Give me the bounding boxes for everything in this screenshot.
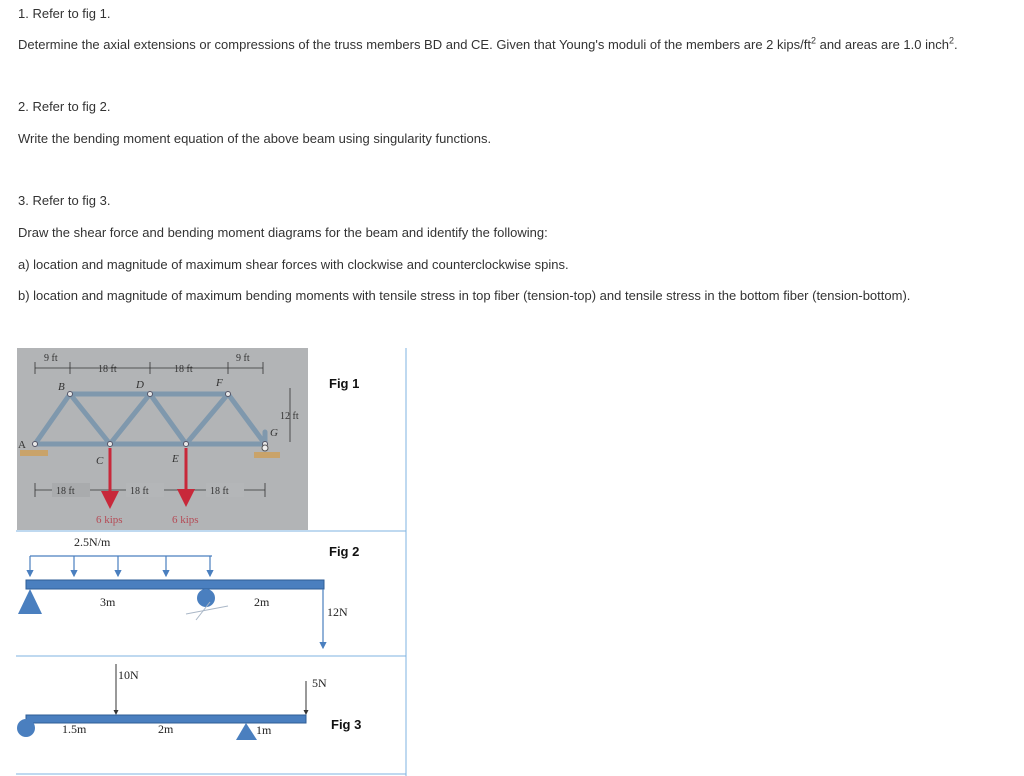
load-label-c: 6 kips xyxy=(96,514,123,526)
span-2m: 2m xyxy=(254,595,270,609)
q2-body: Write the bending moment equation of the above beam using singularity functions. xyxy=(18,131,492,146)
load-label-e: 6 kips xyxy=(172,514,199,526)
fig1-truss xyxy=(17,348,308,530)
dim-top-4: 9 ft xyxy=(236,353,250,364)
q3-body: Draw the shear force and bending moment diagrams for the beam and identify the following: xyxy=(18,225,548,240)
fig2-caption: Fig 2 xyxy=(329,544,360,559)
pin-support-fig3 xyxy=(236,723,257,740)
node-a-label: A xyxy=(18,439,26,451)
dim-bottom-3: 18 ft xyxy=(210,486,229,497)
fig2-beam xyxy=(26,580,324,589)
fig3-beam-diagram xyxy=(17,664,327,740)
dim-top-3: 18 ft xyxy=(174,364,193,375)
fig1-caption: Fig 1 xyxy=(329,376,360,391)
span-1-5m: 1.5m xyxy=(62,722,87,736)
q1-body-a: Determine the axial extensions or compressions of the truss members BD and CE. Given that Young's moduli of the members are 2 kips/ft xyxy=(18,37,811,52)
q3-part-b: b) location and magnitude of maximum bending moments with tensile stress in top fiber (tension-top) and tensile stress in the bottom fiber (tension-bottom). xyxy=(18,288,911,303)
pin-support xyxy=(18,589,42,614)
q1-sup-1: 2 xyxy=(810,35,816,46)
point-load-label: 12N xyxy=(327,605,348,619)
q1-body xyxy=(18,37,958,53)
q1-body-c: . xyxy=(953,37,958,52)
q3-part-a: a) location and magnitude of maximum shear forces with clockwise and counterclockwise spins. xyxy=(18,257,569,272)
dim-bottom-1: 18 ft xyxy=(56,486,75,497)
q2-heading: 2. Refer to fig 2. xyxy=(18,99,111,114)
node-c-label: C xyxy=(96,455,104,467)
right-support xyxy=(254,452,280,458)
q1-body-b: and areas are 1.0 inch xyxy=(815,37,949,52)
span-3m: 3m xyxy=(100,595,116,609)
node-f-label: F xyxy=(216,377,223,389)
dim-bottom-2: 18 ft xyxy=(130,486,149,497)
node-e-label: E xyxy=(172,453,179,465)
fig2-beam-diagram xyxy=(18,535,348,648)
dist-load-label: 2.5N/m xyxy=(74,535,111,549)
dim-top-1: 9 ft xyxy=(44,353,58,364)
q3-heading: 3. Refer to fig 3. xyxy=(18,193,111,208)
q1-sup-2: 2 xyxy=(948,35,954,46)
node-b-label: B xyxy=(58,381,65,393)
dim-top-2: 18 ft xyxy=(98,364,117,375)
load-5n-label: 5N xyxy=(312,676,327,690)
dim-height: 12 ft xyxy=(280,411,299,422)
q1-heading: 1. Refer to fig 1. xyxy=(18,6,111,21)
fig3-caption: Fig 3 xyxy=(331,717,362,732)
span-1m: 1m xyxy=(256,723,272,737)
dist-load-arrows xyxy=(30,556,210,576)
left-roller xyxy=(17,719,35,737)
load-10n-label: 10N xyxy=(118,668,139,682)
roller-support xyxy=(197,589,215,607)
figures-panel xyxy=(0,340,1024,776)
span-2m-fig3: 2m xyxy=(158,722,174,736)
node-d-label: D xyxy=(136,379,144,391)
node-g-label: G xyxy=(270,427,278,439)
